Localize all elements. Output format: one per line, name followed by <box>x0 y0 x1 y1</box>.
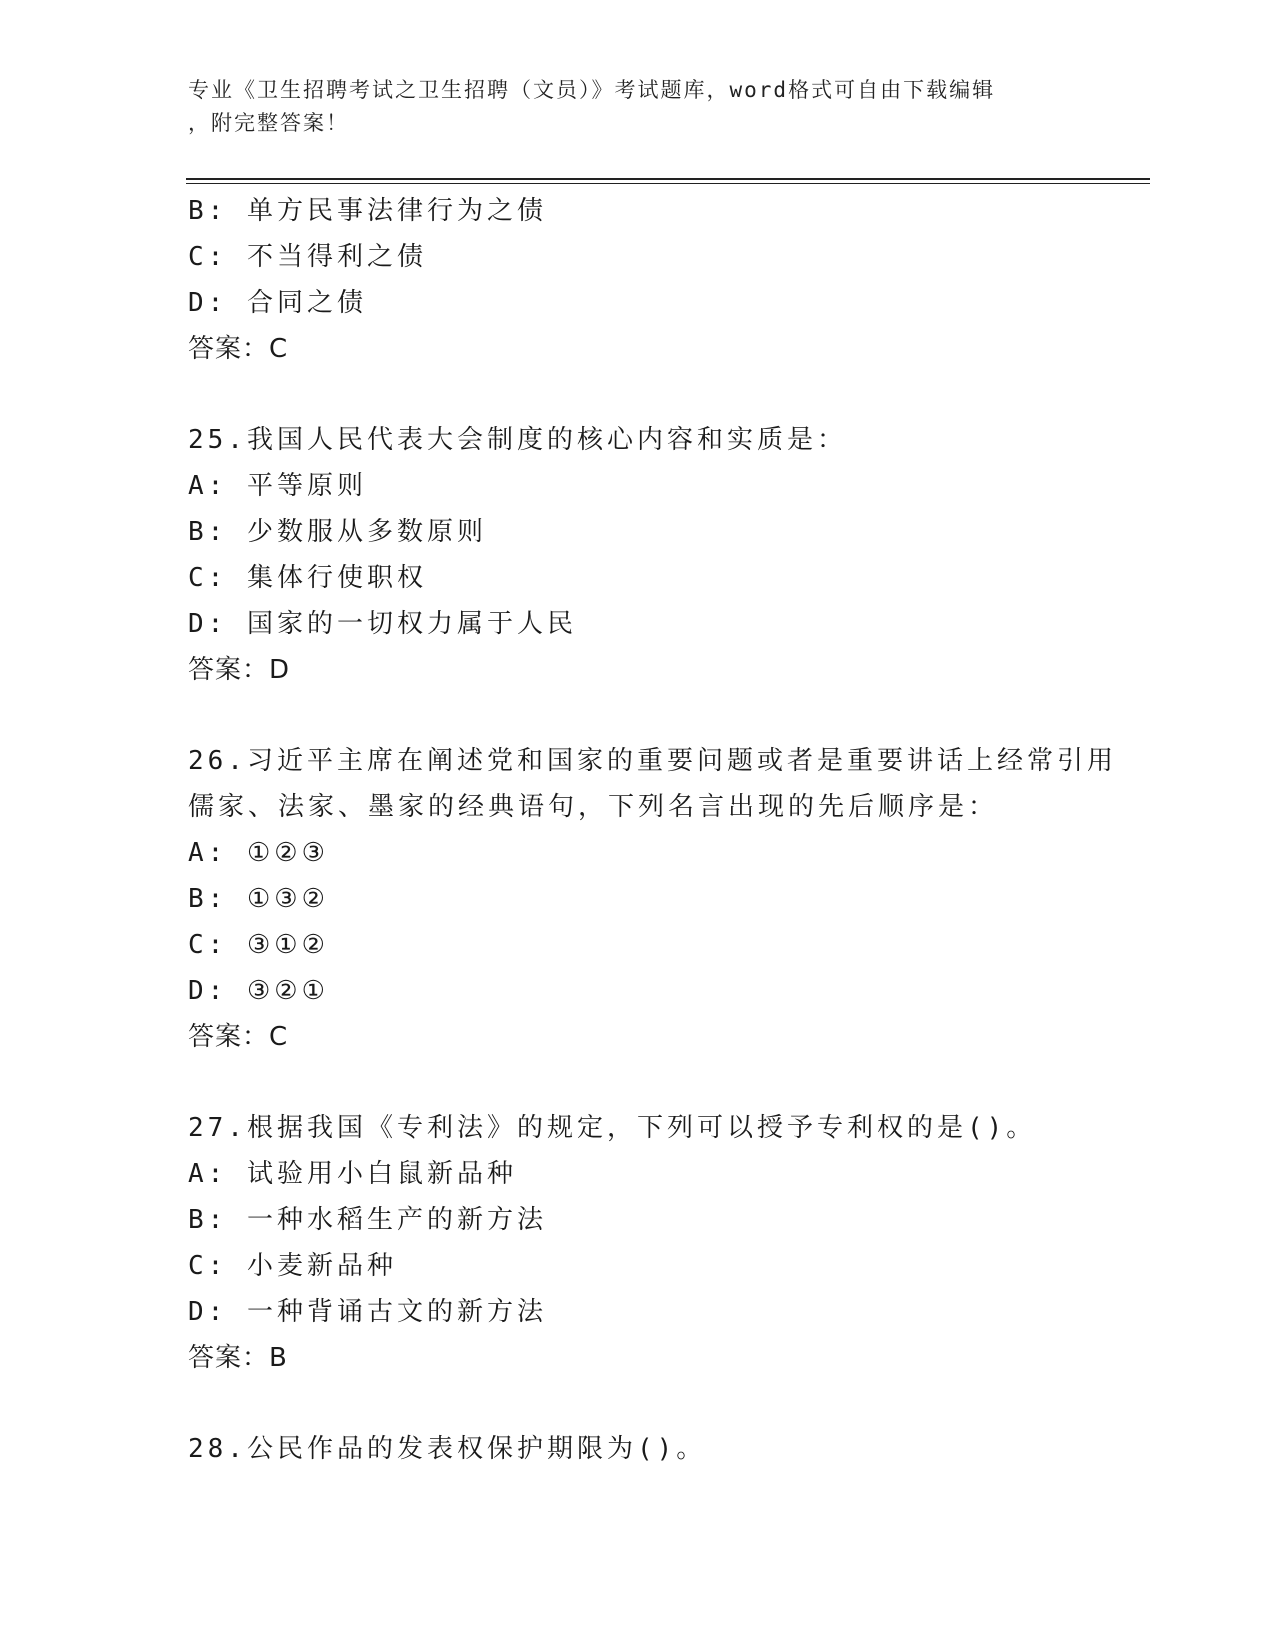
question-spacer <box>188 372 1088 417</box>
option-a: A: ①②③ <box>188 838 329 868</box>
header-divider-thick <box>186 178 1150 180</box>
option-b: B: ①③② <box>188 884 329 914</box>
answer-line: 答案：C <box>188 334 289 364</box>
question-spacer <box>188 1060 1088 1105</box>
header-title-line2: ，附完整答案！ <box>188 111 349 135</box>
question-list <box>188 188 1117 1472</box>
question-stem: 27.根据我国《专利法》的规定，下列可以授予专利权的是()。 <box>188 1113 1037 1143</box>
question-24 <box>188 188 1088 372</box>
header-title-line1: 专业《卫生招聘考试之卫生招聘（文员）》考试题库，word格式可自由下载编辑 <box>188 78 996 102</box>
option-b: B: 一种水稻生产的新方法 <box>188 1205 547 1235</box>
option-c: C: 集体行使职权 <box>188 563 427 593</box>
option-a: A: 平等原则 <box>188 471 367 501</box>
question-spacer <box>188 1381 1088 1426</box>
option-b: B: 单方民事法律行为之债 <box>188 196 547 226</box>
question-26 <box>188 738 1117 1060</box>
option-c: C: ③①② <box>188 930 329 960</box>
answer-line: 答案：D <box>188 655 291 685</box>
option-b: B: 少数服从多数原则 <box>188 517 487 547</box>
answer-line: 答案：C <box>188 1022 289 1052</box>
question-28 <box>188 1426 1088 1472</box>
option-d: D: 一种背诵古文的新方法 <box>188 1297 547 1327</box>
question-27 <box>188 1105 1088 1381</box>
answer-line: 答案：B <box>188 1343 288 1373</box>
option-c: C: 不当得利之债 <box>188 242 427 272</box>
header-divider-thin <box>186 183 1150 184</box>
question-stem: 25.我国人民代表大会制度的核心内容和实质是： <box>188 425 847 455</box>
question-spacer <box>188 693 1088 738</box>
question-25 <box>188 417 1088 693</box>
question-stem: 28.公民作品的发表权保护期限为()。 <box>188 1434 707 1464</box>
document-header <box>188 74 1088 140</box>
option-c: C: 小麦新品种 <box>188 1251 397 1281</box>
option-d: D: 国家的一切权力属于人民 <box>188 609 577 639</box>
question-stem-line2: 儒家、法家、墨家的经典语句，下列名言出现的先后顺序是： <box>188 792 999 822</box>
option-a: A: 试验用小白鼠新品种 <box>188 1159 517 1189</box>
option-d: D: 合同之债 <box>188 288 367 318</box>
option-d: D: ③②① <box>188 976 329 1006</box>
question-stem-line1: 26.习近平主席在阐述党和国家的重要问题或者是重要讲话上经常引用 <box>188 746 1117 776</box>
